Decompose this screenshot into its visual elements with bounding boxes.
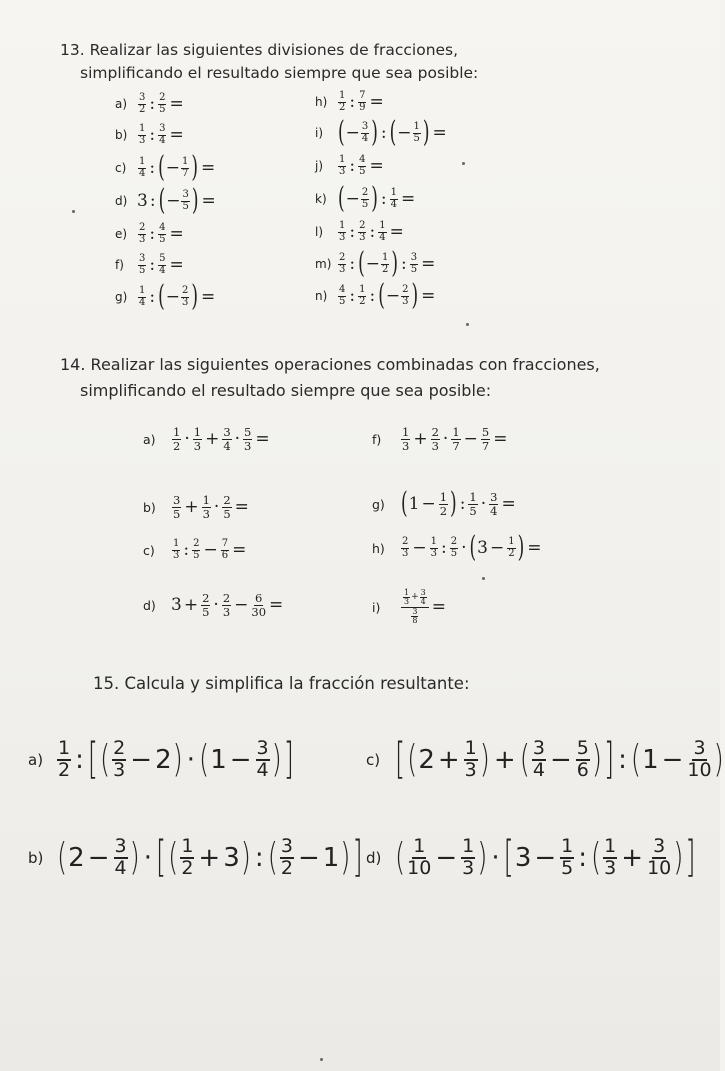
exercise-label: g) <box>372 496 385 512</box>
section-13-title-line-1: Realizar las siguientes divisiones de fracciones, <box>89 41 459 59</box>
exercise-13d <box>115 184 218 218</box>
exercise-label: c) <box>366 751 381 769</box>
exercise-13g <box>115 280 217 314</box>
fraction: $\frac{7}{6}$ <box>221 538 229 561</box>
exercise-label: a) <box>143 431 156 447</box>
math-expression: ( 2 − $\frac{3}{4}$ ) · [ ( $\frac{1}{2}$ + 3 ) : ( $\frac{3}{2}$ − 1 ) ] <box>57 833 363 883</box>
fraction: $\frac{3}{2}$ <box>280 835 293 879</box>
fraction: $\frac{1}{3}$ <box>402 425 410 453</box>
fraction: $\frac{5}{3}$ <box>244 425 252 453</box>
fraction: $\frac{1}{3}$ <box>173 538 180 561</box>
exercise-label: f) <box>372 431 382 447</box>
fraction: $\frac{3}{4}$ <box>490 490 498 518</box>
fraction: $\frac{1}{3}$ <box>464 737 477 781</box>
fraction: $\frac{1}{3}$ <box>139 123 146 146</box>
exercise-label: b) <box>115 128 128 142</box>
math-expression: $\frac{2}{3}$ : ( − $\frac{1}{2}$ ) : $\frac{3}{5}$ = <box>339 247 436 281</box>
fraction: $\frac{2}{3}$ <box>113 737 126 781</box>
exercise-label: e) <box>115 227 128 241</box>
section-14-number: 14. <box>60 355 86 374</box>
exercise-label: c) <box>143 542 155 558</box>
math-expression: $\frac{4}{5}$ : $\frac{1}{2}$ : ( − $\frac{2}{3}$ ) = <box>339 279 436 313</box>
math-expression: $\frac{2}{3}$ : $\frac{4}{5}$ = <box>139 222 184 245</box>
fraction: $\frac{1}{4}$ <box>379 220 386 243</box>
fraction: $\frac{3}{4}$ <box>223 425 231 453</box>
math-expression: $\frac{1}{3}$ : $\frac{4}{5}$ = <box>339 154 384 177</box>
exercise-13i <box>315 116 449 150</box>
fraction: $\frac{1}{3}$ <box>462 835 475 879</box>
math-expression: $\frac{3}{5}$ : $\frac{5}{4}$ = <box>139 253 184 276</box>
exercise-label: a) <box>28 751 44 769</box>
section-13-title-line-2: simplificando el resultado siempre que sea posible: <box>80 64 479 82</box>
exercise-label: g) <box>115 290 128 304</box>
exercise-label: d) <box>366 849 382 867</box>
fraction: $\frac{2}{5}$ <box>450 536 458 559</box>
fraction: $\frac{3}{10}$ <box>647 835 672 879</box>
fraction: $\frac{1}{2}$ <box>439 490 448 518</box>
fraction: $\frac{1}{7}$ <box>452 425 460 453</box>
fraction: $\frac{1}{5}$ <box>561 835 574 879</box>
fraction: $\frac{3}{4}$ <box>361 121 369 144</box>
exercise-13h <box>315 88 386 116</box>
fraction: $\frac{2}{3}$ <box>339 252 346 275</box>
paper-speck <box>72 210 75 213</box>
fraction: $\frac{3}{4}$ <box>114 835 127 879</box>
fraction: $\frac{3}{2}$ <box>139 92 146 115</box>
exercise-14b <box>143 487 251 527</box>
exercise-label: f) <box>115 258 124 272</box>
exercise-13f <box>115 251 186 279</box>
fraction: $\frac{1}{2}$ <box>382 252 389 275</box>
fraction: $\frac{3}{10}$ <box>687 737 712 781</box>
fraction: $\frac{3}{5}$ <box>173 493 181 521</box>
fraction: $\frac{1}{4}$ <box>390 187 398 210</box>
exercise-label: b) <box>143 499 156 515</box>
fraction: $\frac{3}{4}$ <box>420 587 426 607</box>
exercise-15d <box>366 828 697 888</box>
fraction: $\frac{1}{7}$ <box>182 156 189 179</box>
fraction: $\frac{1}{3}$ <box>193 425 202 453</box>
fraction: $\frac{3}{5}$ <box>139 253 146 276</box>
paper-speck <box>482 577 485 580</box>
math-expression: $\frac{1}{2}$ · $\frac{1}{3}$ + $\frac{3}{4}$ · $\frac{5}{3}$ = <box>173 425 270 453</box>
exercise-13b <box>115 121 186 149</box>
fraction: $\frac{1}{3}$ <box>339 154 346 177</box>
fraction: $\frac{1}{3}$ <box>404 587 410 607</box>
fraction: $\frac{2}{3}$ <box>222 591 231 619</box>
section-15-heading <box>93 672 470 696</box>
fraction: $\frac{1}{3}$ <box>202 493 210 521</box>
fraction: $\frac{1}{10}$ <box>407 835 432 879</box>
math-expression: ( $\frac{1}{10}$ − $\frac{1}{3}$ ) · [ 3 − $\frac{1}{5}$ : ( $\frac{1}{3}$ + $\frac{3}{10}$ ) ] <box>395 833 696 883</box>
fraction: $\frac{2}{3}$ <box>402 536 409 559</box>
fraction: $\frac{1}{4}$ <box>139 285 146 308</box>
math-expression: $\frac{1}{4}$ : ( − $\frac{1}{7}$ ) = <box>139 151 216 185</box>
fraction: $\frac{1}{2}$ <box>508 536 515 559</box>
section-14-title-line-1: Realizar las siguientes operaciones combinadas con fracciones, <box>90 355 600 374</box>
fraction: $\frac{6}{30}$ <box>251 591 267 619</box>
fraction: $\frac{2}{5}$ <box>159 92 166 115</box>
fraction: $\frac{2}{3}$ <box>402 284 409 307</box>
exercise-13e <box>115 220 186 248</box>
paper-speck <box>466 323 469 326</box>
exercise-label: b) <box>28 849 44 867</box>
math-expression: 3 : ( − $\frac{3}{5}$ ) = <box>137 184 216 218</box>
fraction: $\frac{1}{5}$ <box>413 121 420 144</box>
math-expression: $\frac{1}{3}$ + $\frac{3}{4}$ $\frac{3}{8}$ = <box>400 589 448 626</box>
math-expression: $\frac{1}{3}$ : $\frac{2}{5}$ − $\frac{7}{6}$ = <box>173 538 247 561</box>
section-14-heading <box>60 353 600 377</box>
exercise-14d <box>143 585 285 625</box>
fraction: $\frac{2}{5}$ <box>193 538 200 561</box>
exercise-label: a) <box>115 97 128 111</box>
exercise-14c <box>143 530 248 570</box>
section-13-heading <box>60 38 458 62</box>
fraction: $\frac{3}{4}$ <box>532 737 545 781</box>
fraction: $\frac{5}{6}$ <box>576 737 589 781</box>
fraction: $\frac{3}{8}$ <box>412 606 418 625</box>
fraction: $\frac{1}{2}$ <box>173 425 181 453</box>
math-expression: $\frac{2}{3}$ − $\frac{1}{3}$ : $\frac{2}{5}$ · ( 3 − $\frac{1}{2}$ ) = <box>402 531 542 565</box>
math-expression: 3 + $\frac{2}{5}$ · $\frac{2}{3}$ − $\frac{6}{30}$ = <box>171 591 284 619</box>
exercise-15c <box>366 730 725 790</box>
math-expression: $\frac{1}{2}$ : $\frac{7}{9}$ = <box>339 90 384 113</box>
fraction: $\frac{2}{3}$ <box>182 285 189 308</box>
fraction: $\frac{7}{9}$ <box>359 90 366 113</box>
exercise-label: i) <box>372 599 381 615</box>
fraction: $\frac{1}{2}$ <box>339 90 346 113</box>
math-expression: ( − $\frac{3}{4}$ ) : ( − $\frac{1}{5}$ ) = <box>338 116 447 150</box>
exercise-14f <box>372 419 509 459</box>
math-expression: ( − $\frac{2}{5}$ ) : $\frac{1}{4}$ = <box>338 182 416 216</box>
section-13-number: 13. <box>60 41 85 59</box>
exercise-label: k) <box>315 192 327 206</box>
fraction: $\frac{4}{5}$ <box>159 222 166 245</box>
fraction: $\frac{5}{7}$ <box>481 425 490 453</box>
math-expression: $\frac{3}{5}$ + $\frac{1}{3}$ · $\frac{2}{5}$ = <box>173 493 249 521</box>
fraction: $\frac{5}{4}$ <box>159 253 166 276</box>
fraction: $\frac{2}{3}$ <box>139 222 146 245</box>
math-expression: $\frac{3}{2}$ : $\frac{2}{5}$ = <box>139 92 184 115</box>
fraction: $\frac{4}{5}$ <box>339 284 346 307</box>
fraction: $\frac{1}{2}$ <box>181 835 194 879</box>
fraction: $\frac{3}{4}$ <box>159 123 166 146</box>
exercise-label: h) <box>372 540 385 556</box>
math-expression: ( 1 − $\frac{1}{2}$ ) : $\frac{1}{5}$ · $\frac{3}{4}$ = <box>401 487 516 521</box>
complex-fraction: $\frac{1}{3}$ + $\frac{3}{4}$ $\frac{3}{8}$ <box>401 589 429 626</box>
section-14-title-line-2: simplificando el resultado siempre que sea posible: <box>80 381 492 400</box>
exercise-label: d) <box>115 194 128 208</box>
fraction: $\frac{2}{5}$ <box>202 591 210 619</box>
math-expression: $\frac{1}{2}$ : [ ( $\frac{2}{3}$ − 2 ) · ( 1 − $\frac{3}{4}$ ) ] <box>58 735 294 785</box>
fraction: $\frac{1}{4}$ <box>139 156 146 179</box>
paper-speck <box>462 162 465 165</box>
exercise-label: n) <box>315 289 328 303</box>
exercise-13k <box>315 182 417 216</box>
exercise-label: d) <box>143 597 156 613</box>
math-expression: [ ( 2 + $\frac{1}{3}$ ) + ( $\frac{3}{4}$ − $\frac{5}{6}$ ) ] : ( 1 − $\frac{3}{10}$ ) <box>395 735 724 785</box>
exercise-label: i) <box>315 126 324 140</box>
exercise-label: c) <box>115 161 127 175</box>
fraction: $\frac{3}{5}$ <box>410 252 418 275</box>
exercise-13a <box>115 90 186 118</box>
fraction: $\frac{1}{2}$ <box>58 737 71 781</box>
fraction: $\frac{1}{3}$ <box>339 220 346 243</box>
fraction: $\frac{2}{5}$ <box>223 493 231 521</box>
exercise-label: l) <box>315 225 324 239</box>
exercise-13n <box>315 279 437 313</box>
exercise-label: j) <box>315 159 324 173</box>
exercise-14h <box>372 528 544 568</box>
exercise-label: h) <box>315 95 328 109</box>
fraction: $\frac{1}{3}$ <box>604 835 617 879</box>
fraction: $\frac{2}{3}$ <box>431 425 439 453</box>
math-expression: $\frac{1}{3}$ + $\frac{2}{3}$ · $\frac{1}{7}$ − $\frac{5}{7}$ = <box>402 425 508 453</box>
fraction: $\frac{2}{3}$ <box>359 220 366 243</box>
fraction: $\frac{4}{5}$ <box>359 154 366 177</box>
section-15-number: 15. <box>93 674 120 693</box>
fraction: $\frac{1}{2}$ <box>359 284 366 307</box>
exercise-14g <box>372 484 518 524</box>
exercise-13c <box>115 151 217 185</box>
fraction: $\frac{3}{5}$ <box>182 189 189 212</box>
fraction: $\frac{3}{4}$ <box>256 737 269 781</box>
exercise-15a <box>28 730 295 790</box>
exercise-13m <box>315 247 437 281</box>
exercise-14a <box>143 419 272 459</box>
exercise-label: m) <box>315 257 332 271</box>
paper-speck <box>320 1058 323 1061</box>
fraction: $\frac{1}{3}$ <box>430 536 437 559</box>
math-expression: $\frac{1}{3}$ : $\frac{3}{4}$ = <box>139 123 184 146</box>
exercise-13l <box>315 218 406 246</box>
exercise-14i <box>372 582 448 632</box>
section-15-title: Calcula y simplifica la fracción resultante: <box>124 674 470 693</box>
fraction: $\frac{1}{5}$ <box>469 490 477 518</box>
math-expression: $\frac{1}{3}$ : $\frac{2}{3}$ : $\frac{1}{4}$ = <box>339 220 404 243</box>
exercise-15b <box>28 828 364 888</box>
fraction: $\frac{2}{5}$ <box>361 187 369 210</box>
exercise-13j <box>315 152 386 180</box>
math-expression: $\frac{1}{4}$ : ( − $\frac{2}{3}$ ) = <box>139 280 216 314</box>
